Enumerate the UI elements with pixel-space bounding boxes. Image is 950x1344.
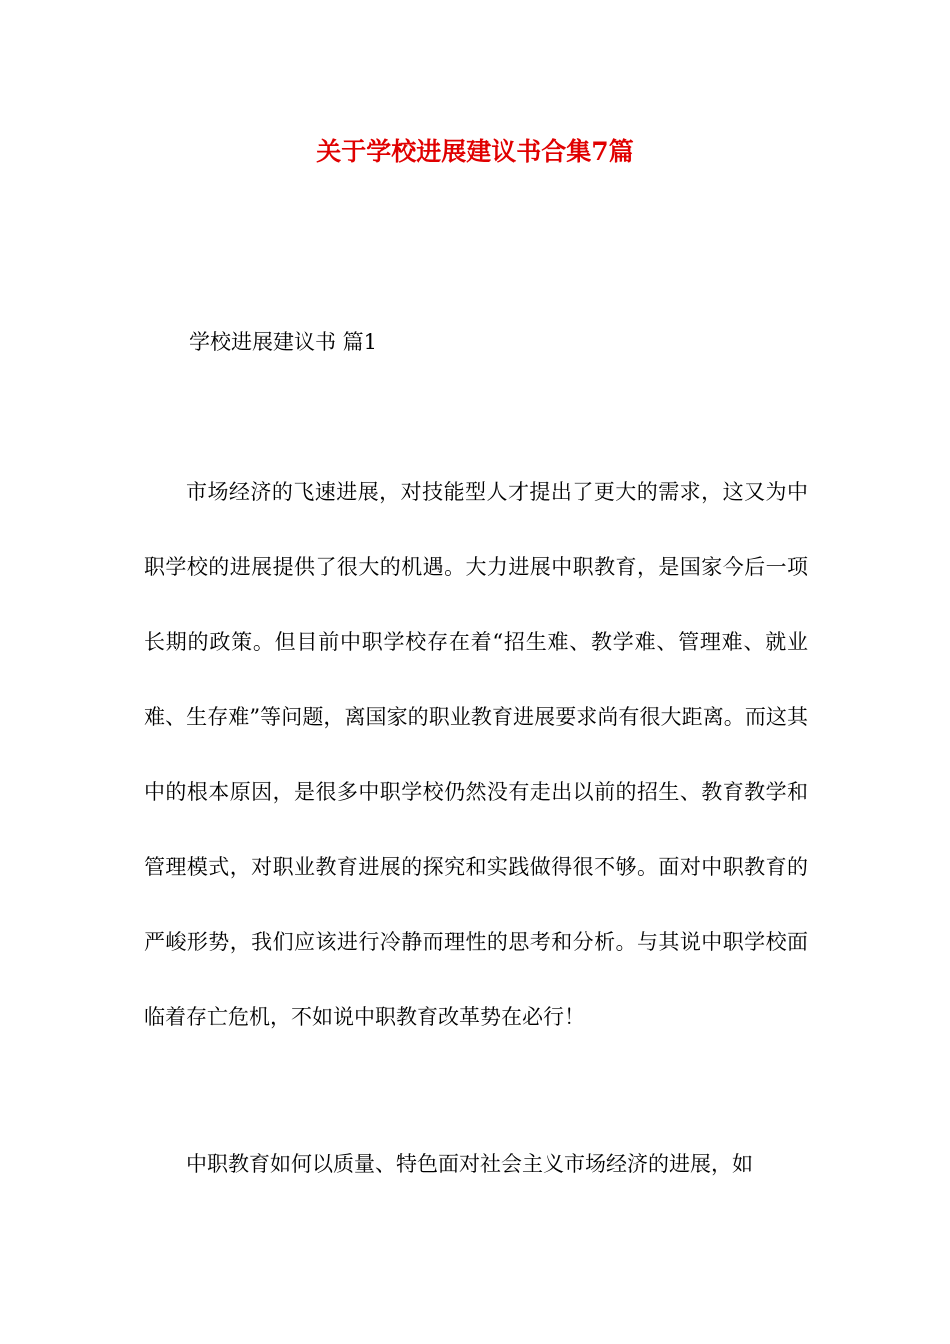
section-heading: 学校进展建议书 篇1 (189, 330, 378, 354)
body-paragraph-1: 市场经济的飞速进展，对技能型人才提出了更大的需求，这又为中职学校的进展提供了很大的机遇。大力进展中职教育，是国家今后一项长期的政策。但目前中职学校存在着“招生难、教学难、管理难、就业难、生存难”等问题，离国家的职业教育进展要求尚有很大距离。而这其中的根本原因，是很多中职学校仍然没有走出以前的招生、教育教学和管理模式，对职业教育进展的探究和实践做得很不够。面对中职教育的严峻形势，我们应该进行冷静而理性的思考和分析。与其说中职学校面临着存亡危机，不如说中职教育改革势在必行！ (144, 480, 808, 1029)
body-paragraph-2: 中职教育如何以质量、特色面对社会主义市场经济的进展，如 (186, 1152, 753, 1176)
document-title: 关于学校进展建议书合集7篇 (316, 137, 634, 166)
